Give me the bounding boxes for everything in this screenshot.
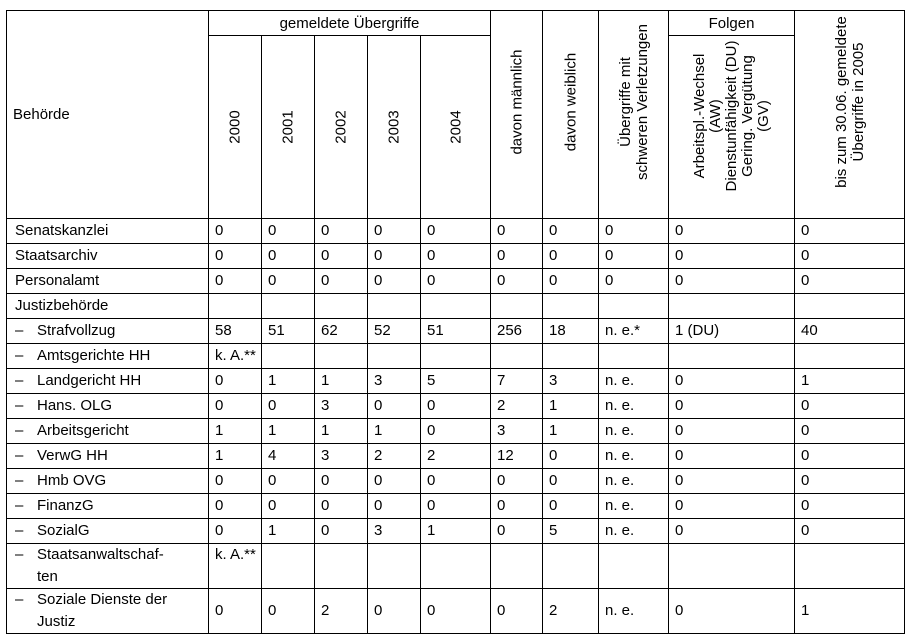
cell-value: [795, 344, 905, 369]
dash-marker: –: [15, 322, 24, 339]
dash-marker: –: [15, 397, 24, 414]
cell-value: 0: [209, 244, 262, 269]
cell-value: n. e.*: [599, 319, 669, 344]
cell-value: n. e.: [599, 469, 669, 494]
cell-value: 2: [315, 589, 368, 634]
row-label: [7, 269, 209, 294]
cell-value: 0: [599, 244, 669, 269]
cell-value: 52: [368, 319, 421, 344]
cell-value: 0: [599, 219, 669, 244]
dash-marker: –: [15, 472, 24, 489]
cell-value: [421, 344, 491, 369]
table-row: [7, 394, 905, 419]
cell-value: [315, 544, 368, 589]
cell-value: 0: [795, 244, 905, 269]
uebergriffe-table: [6, 10, 905, 634]
cell-value: 0: [368, 219, 421, 244]
cell-value: [315, 294, 368, 319]
cell-value: 0: [262, 589, 315, 634]
cell-value: 0: [795, 219, 905, 244]
cell-value: 0: [795, 269, 905, 294]
cell-value: [599, 544, 669, 589]
row-label: [7, 544, 209, 589]
table-row: [7, 469, 905, 494]
cell-value: 1: [209, 444, 262, 469]
dash-marker: –: [15, 347, 24, 364]
cell-value: [669, 344, 795, 369]
cell-value: k. A.**: [209, 344, 262, 369]
cell-value: 0: [669, 219, 795, 244]
row-name: Soziale Dienste der: [37, 591, 168, 608]
cell-value: 1: [543, 419, 599, 444]
cell-value: 0: [669, 589, 795, 634]
cell-value: 1: [795, 369, 905, 394]
cell-value: [669, 294, 795, 319]
table-row: [7, 419, 905, 444]
row-label: [7, 494, 209, 519]
row-name-cont: ten: [37, 568, 58, 585]
cell-value: [262, 294, 315, 319]
row-label: [7, 394, 209, 419]
cell-value: 1: [543, 394, 599, 419]
cell-value: 0: [209, 519, 262, 544]
dash-marker: –: [15, 546, 24, 563]
cell-value: 0: [368, 589, 421, 634]
cell-value: 0: [669, 519, 795, 544]
row-name: Landgericht HH: [37, 372, 142, 389]
cell-value: 0: [795, 419, 905, 444]
row-label: [7, 319, 209, 344]
cell-value: 0: [262, 494, 315, 519]
row-name: FinanzG: [37, 497, 94, 514]
cell-value: 0: [669, 244, 795, 269]
dash-marker: –: [15, 522, 24, 539]
dash-marker: –: [15, 591, 24, 608]
cell-value: 0: [421, 244, 491, 269]
cell-value: [421, 544, 491, 589]
cell-value: 0: [421, 494, 491, 519]
cell-value: 0: [209, 369, 262, 394]
cell-value: 0: [262, 269, 315, 294]
cell-value: 0: [368, 394, 421, 419]
cell-value: 0: [491, 519, 543, 544]
cell-value: 0: [368, 244, 421, 269]
row-name: Staatsarchiv: [15, 247, 98, 264]
cell-value: 0: [209, 494, 262, 519]
header-weiblich: davon weiblich: [543, 11, 599, 219]
cell-value: 3: [368, 519, 421, 544]
table-row: [7, 344, 905, 369]
cell-value: 7: [491, 369, 543, 394]
cell-value: n. e.: [599, 589, 669, 634]
cell-value: 2: [368, 444, 421, 469]
cell-value: 0: [421, 269, 491, 294]
cell-value: 0: [368, 269, 421, 294]
header-bis-2005: bis zum 30.06. gemeldete Übergriffe in 2005: [795, 11, 905, 219]
cell-value: 0: [491, 494, 543, 519]
cell-value: 0: [669, 394, 795, 419]
cell-value: 0: [368, 469, 421, 494]
cell-value: [368, 544, 421, 589]
cell-value: 256: [491, 319, 543, 344]
header-maennlich: davon männlich: [491, 11, 543, 219]
cell-value: 0: [491, 269, 543, 294]
cell-value: [543, 344, 599, 369]
cell-value: 1: [262, 519, 315, 544]
cell-value: 0: [421, 589, 491, 634]
cell-value: 0: [421, 419, 491, 444]
cell-value: 1: [209, 419, 262, 444]
cell-value: 3: [368, 369, 421, 394]
cell-value: [262, 344, 315, 369]
table-row: [7, 369, 905, 394]
cell-value: 1: [368, 419, 421, 444]
row-name: Personalamt: [15, 272, 100, 289]
row-label: [7, 244, 209, 269]
cell-value: 0: [669, 419, 795, 444]
cell-value: 1 (DU): [669, 319, 795, 344]
cell-value: 0: [209, 219, 262, 244]
header-year-2003: 2003: [368, 36, 421, 219]
cell-value: 0: [543, 219, 599, 244]
cell-value: [368, 344, 421, 369]
row-name: Hmb OVG: [37, 472, 107, 489]
cell-value: 1: [315, 419, 368, 444]
row-name: Hans. OLG: [37, 397, 113, 414]
cell-value: 0: [315, 219, 368, 244]
cell-value: 0: [315, 244, 368, 269]
cell-value: 1: [421, 519, 491, 544]
row-label: [7, 369, 209, 394]
cell-value: 58: [209, 319, 262, 344]
header-year-2002: 2002: [315, 36, 368, 219]
cell-value: 0: [543, 269, 599, 294]
header-year-2004: 2004: [421, 36, 491, 219]
cell-value: 1: [262, 369, 315, 394]
cell-value: 0: [315, 469, 368, 494]
cell-value: [368, 294, 421, 319]
cell-value: 0: [491, 589, 543, 634]
cell-value: 0: [669, 494, 795, 519]
cell-value: 3: [543, 369, 599, 394]
dash-marker: –: [15, 497, 24, 514]
cell-value: 0: [421, 469, 491, 494]
cell-value: 62: [315, 319, 368, 344]
cell-value: 0: [669, 269, 795, 294]
row-label: [7, 419, 209, 444]
cell-value: 18: [543, 319, 599, 344]
table-row: [7, 244, 905, 269]
cell-value: [599, 294, 669, 319]
row-label: [7, 469, 209, 494]
row-name-cont: Justiz: [37, 613, 76, 630]
cell-value: [491, 294, 543, 319]
cell-value: [543, 294, 599, 319]
header-folgen-detail: Arbeitspl.-Wechsel (AW) Dienstunfähigkeit (DU) Gering. Vergütung (GV): [669, 36, 795, 219]
cell-value: [795, 294, 905, 319]
row-name: Senatskanzlei: [15, 222, 109, 239]
row-label: [7, 219, 209, 244]
cell-value: 0: [315, 494, 368, 519]
dash-marker: –: [15, 372, 24, 389]
cell-value: n. e.: [599, 419, 669, 444]
cell-value: 0: [262, 244, 315, 269]
cell-value: [491, 344, 543, 369]
cell-value: [669, 544, 795, 589]
header-year-2001: 2001: [262, 36, 315, 219]
cell-value: 3: [491, 419, 543, 444]
cell-value: [491, 544, 543, 589]
cell-value: 0: [795, 494, 905, 519]
table-row: [7, 219, 905, 244]
cell-value: 1: [262, 419, 315, 444]
cell-value: 5: [421, 369, 491, 394]
cell-value: [543, 544, 599, 589]
cell-value: k. A.**: [209, 544, 262, 589]
cell-value: n. e.: [599, 444, 669, 469]
cell-value: 0: [669, 444, 795, 469]
header-schwere-verletzungen: Übergriffe mit schweren Verletzungen: [599, 11, 669, 219]
cell-value: 2: [543, 589, 599, 634]
cell-value: 0: [543, 444, 599, 469]
cell-value: 0: [795, 469, 905, 494]
cell-value: 0: [491, 469, 543, 494]
cell-value: 0: [421, 394, 491, 419]
cell-value: 2: [421, 444, 491, 469]
table-row: [7, 444, 905, 469]
cell-value: 0: [262, 394, 315, 419]
row-label: [7, 519, 209, 544]
cell-value: 2: [491, 394, 543, 419]
row-name: Amtsgerichte HH: [37, 347, 151, 364]
cell-value: 0: [315, 519, 368, 544]
cell-value: n. e.: [599, 519, 669, 544]
table-row: [7, 294, 905, 319]
cell-value: 0: [795, 394, 905, 419]
header-year-2000: 2000: [209, 36, 262, 219]
cell-value: 0: [491, 244, 543, 269]
cell-value: 0: [669, 369, 795, 394]
cell-value: [209, 294, 262, 319]
cell-value: 5: [543, 519, 599, 544]
row-label: [7, 589, 209, 634]
cell-value: [795, 544, 905, 589]
row-name: Strafvollzug: [37, 322, 116, 339]
row-label: [7, 344, 209, 369]
dash-marker: –: [15, 422, 24, 439]
row-name: VerwG HH: [37, 447, 108, 464]
cell-value: 1: [795, 589, 905, 634]
cell-value: 0: [262, 469, 315, 494]
header-behoerde: Behörde: [7, 11, 209, 219]
header-gemeldete: gemeldete Übergriffe: [209, 11, 491, 36]
table-row: [7, 589, 905, 634]
cell-value: 0: [543, 244, 599, 269]
cell-value: 0: [491, 219, 543, 244]
cell-value: 3: [315, 444, 368, 469]
row-name: Justizbehörde: [15, 297, 109, 314]
cell-value: 0: [209, 269, 262, 294]
table-row: [7, 519, 905, 544]
cell-value: [315, 344, 368, 369]
cell-value: 0: [209, 394, 262, 419]
cell-value: 4: [262, 444, 315, 469]
cell-value: 0: [421, 219, 491, 244]
table-row: [7, 494, 905, 519]
cell-value: 0: [599, 269, 669, 294]
cell-value: 0: [209, 469, 262, 494]
row-name: SozialG: [37, 522, 90, 539]
dash-marker: –: [15, 447, 24, 464]
cell-value: [599, 344, 669, 369]
cell-value: 0: [209, 589, 262, 634]
row-label: [7, 444, 209, 469]
table-row: [7, 544, 905, 589]
cell-value: 0: [795, 444, 905, 469]
cell-value: 0: [262, 219, 315, 244]
cell-value: n. e.: [599, 394, 669, 419]
cell-value: n. e.: [599, 494, 669, 519]
row-label: [7, 294, 209, 319]
cell-value: 40: [795, 319, 905, 344]
cell-value: 1: [315, 369, 368, 394]
cell-value: 0: [543, 469, 599, 494]
table-row: [7, 269, 905, 294]
row-name: Arbeitsgericht: [37, 422, 129, 439]
cell-value: 0: [543, 494, 599, 519]
cell-value: 0: [669, 469, 795, 494]
cell-value: 51: [262, 319, 315, 344]
cell-value: n. e.: [599, 369, 669, 394]
header-folgen: Folgen: [669, 11, 795, 36]
table-row: [7, 319, 905, 344]
cell-value: 0: [795, 519, 905, 544]
cell-value: 0: [368, 494, 421, 519]
row-name: Staatsanwaltschaf-: [37, 546, 164, 563]
cell-value: 0: [315, 269, 368, 294]
cell-value: 3: [315, 394, 368, 419]
cell-value: [421, 294, 491, 319]
cell-value: 51: [421, 319, 491, 344]
cell-value: [262, 544, 315, 589]
cell-value: 12: [491, 444, 543, 469]
